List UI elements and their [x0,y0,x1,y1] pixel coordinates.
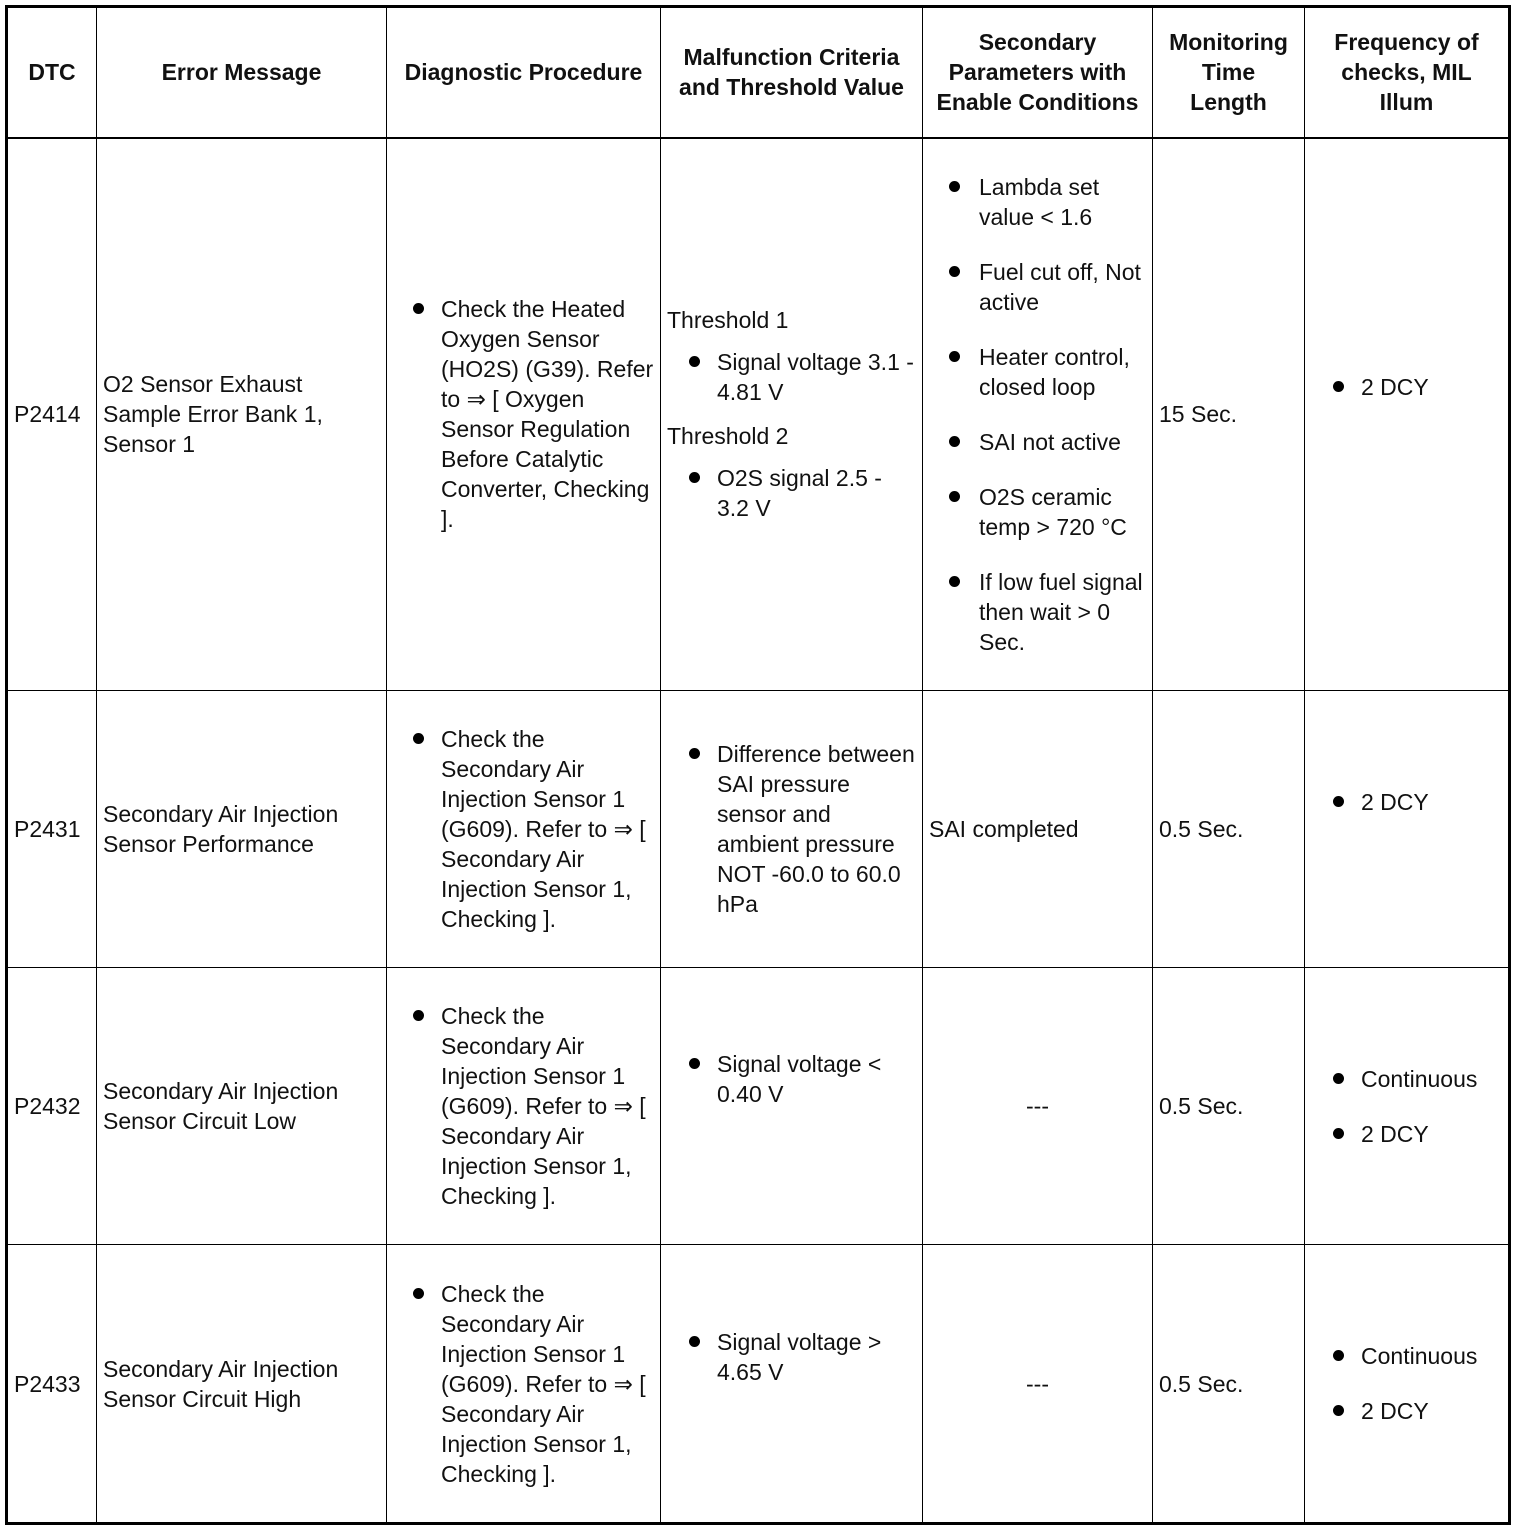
header-diagnostic-procedure: Diagnostic Procedure [387,7,661,138]
procedure-list [393,1279,654,1489]
dtc-cell: P2433 [7,1245,97,1524]
monitoring-time-cell: 0.5 Sec. [1153,968,1305,1245]
procedure-cell [387,138,661,691]
frequency-cell [1305,138,1510,691]
frequency-list [1311,787,1502,817]
table-body [7,138,1510,1524]
header-frequency: Frequency of checks, MIL Illum [1305,7,1510,138]
frequency-cell [1305,968,1510,1245]
criteria-item: Signal voltage > 4.65 V [667,1327,916,1387]
criteria-cell [661,968,923,1245]
header-row [7,7,1510,138]
dtc-cell: P2432 [7,968,97,1245]
threshold-2-label: Threshold 2 [667,423,789,450]
frequency-cell [1305,1245,1510,1524]
criteria-cell [661,138,923,691]
frequency-item: Continuous [1311,1341,1502,1371]
frequency-item: Continuous [1311,1064,1502,1094]
dtc-cell: P2431 [7,691,97,968]
secondary-list [929,172,1146,657]
criteria-list [667,1049,916,1109]
frequency-item: 2 DCY [1311,1119,1502,1149]
secondary-item: Heater control, closed loop [929,342,1146,402]
secondary-item: If low fuel signal then wait > 0 Sec. [929,567,1146,657]
table-row [7,138,1510,691]
monitoring-time-cell: 15 Sec. [1153,138,1305,691]
header-monitoring-time: Monitoring Time Length [1153,7,1305,138]
monitoring-time-cell: 0.5 Sec. [1153,1245,1305,1524]
table-row [7,1245,1510,1524]
monitoring-time-cell: 0.5 Sec. [1153,691,1305,968]
dtc-cell: P2414 [7,138,97,691]
error-message-cell: Secondary Air Injection Sensor Circuit Low [97,968,387,1245]
procedure-item: Check the Secondary Air Injection Sensor 1 (G609). Refer to ⇒ [ Secondary Air Injection Sensor 1, Checking ]. [393,1001,654,1211]
procedure-item: Check the Secondary Air Injection Sensor 1 (G609). Refer to ⇒ [ Secondary Air Injection Sensor 1, Checking ]. [393,1279,654,1489]
criteria-cell [661,1245,923,1524]
threshold-1-list [667,347,916,407]
header-secondary-parameters: Secondary Parameters with Enable Conditions [923,7,1153,138]
criteria-cell [661,691,923,968]
table-header [7,7,1510,138]
error-message-cell: Secondary Air Injection Sensor Performance [97,691,387,968]
criteria-item: Difference between SAI pressure sensor and ambient pressure NOT -60.0 to 60.0 hPa [667,739,916,919]
secondary-cell: --- [923,968,1153,1245]
procedure-cell [387,1245,661,1524]
table-row [7,968,1510,1245]
secondary-cell [923,138,1153,691]
procedure-cell [387,691,661,968]
header-error-message: Error Message [97,7,387,138]
frequency-list [1311,372,1502,402]
secondary-item: Fuel cut off, Not active [929,257,1146,317]
secondary-cell: SAI completed [923,691,1153,968]
header-dtc: DTC [7,7,97,138]
threshold-1-label: Threshold 1 [667,307,789,334]
frequency-item: 2 DCY [1311,1396,1502,1426]
error-message-cell: Secondary Air Injection Sensor Circuit High [97,1245,387,1524]
procedure-cell [387,968,661,1245]
dtc-table [5,5,1511,1525]
procedure-item: Check the Secondary Air Injection Sensor 1 (G609). Refer to ⇒ [ Secondary Air Injection Sensor 1, Checking ]. [393,724,654,934]
threshold-2-list [667,463,916,523]
secondary-item: O2S ceramic temp > 720 °C [929,482,1146,542]
procedure-list [393,1001,654,1211]
frequency-list [1311,1341,1502,1426]
frequency-item: 2 DCY [1311,787,1502,817]
secondary-cell: --- [923,1245,1153,1524]
procedure-list [393,724,654,934]
secondary-item: SAI not active [929,427,1146,457]
criteria-item: Signal voltage < 0.40 V [667,1049,916,1109]
procedure-list [393,294,654,534]
frequency-item: 2 DCY [1311,372,1502,402]
secondary-item: Lambda set value < 1.6 [929,172,1146,232]
frequency-list [1311,1064,1502,1149]
frequency-cell [1305,691,1510,968]
threshold-1-item: Signal voltage 3.1 - 4.81 V [667,347,916,407]
threshold-2-item: O2S signal 2.5 - 3.2 V [667,463,916,523]
criteria-list [667,1327,916,1387]
error-message-cell: O2 Sensor Exhaust Sample Error Bank 1, Sensor 1 [97,138,387,691]
criteria-list [667,739,916,919]
table-row [7,691,1510,968]
procedure-item: Check the Heated Oxygen Sensor (HO2S) (G39). Refer to ⇒ [ Oxygen Sensor Regulation Before Catalytic Converter, Checking ]. [393,294,654,534]
header-malfunction-criteria: Malfunction Criteria and Threshold Value [661,7,923,138]
